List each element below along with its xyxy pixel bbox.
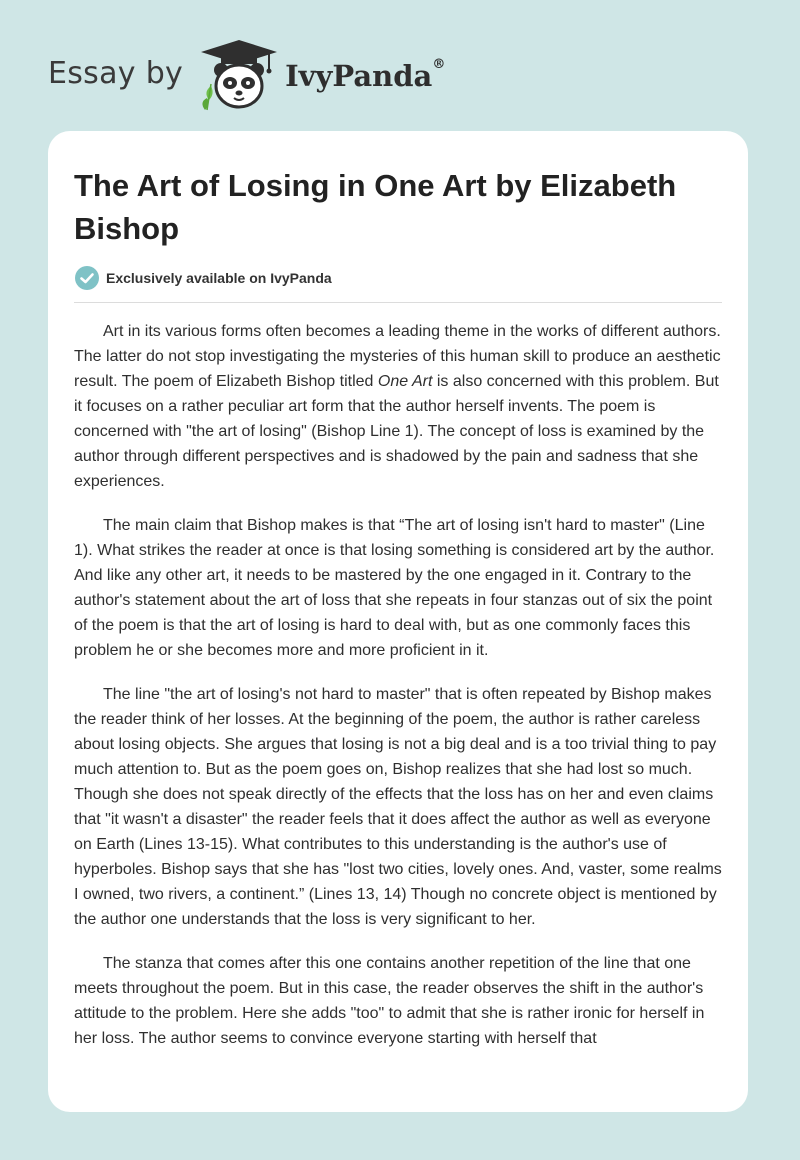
title-divider <box>74 302 722 303</box>
essay-title: The Art of Losing in One Art by Elizabeth Bishop <box>74 168 677 246</box>
check-circle-icon <box>74 265 100 291</box>
essay-paragraph: The line "the art of losing's not hard to master" that is often repeated by Bishop makes the reader think of her losses. At the beginning of the poem, the author is rather careless about losing objects. She argues that losing is not a big deal and is a too trivial thing to pay much attention to. But as the poem goes on, Bishop realizes that she had lost so much. Though she does not speak directly of the effects that the loss has on her and even claims that "it wasn't a disaster" the reader feels that it does affect the author as well as everyone on Earth (Lines 13-15). What contributes to this understanding is the author's use of hyperboles. Bishop says that she has "lost two cities, lovely ones. And, vaster, some realms I owned, two rivers, a continent.” (Lines 13, 14) Though no concrete object is mentioned by the author one understands that the loss is very significant to her. <box>74 686 722 928</box>
poem-title: One Art <box>377 373 433 390</box>
essay-body <box>74 319 722 1070</box>
exclusive-badge <box>74 265 332 291</box>
exclusive-badge-text: Exclusively available on IvyPanda <box>106 270 332 286</box>
brand-header <box>48 34 445 114</box>
essay-paragraph: The stanza that comes after this one contains another repetition of the line that one meets throughout the poem. But in this case, the reader observes the shift in the author's attitude to the problem. Here she adds "too" to admit that she is rather ironic for herself in her loss. The author seems to convince everyone starting with herself that <box>74 955 705 1047</box>
essay-paragraph: The main claim that Bishop makes is that “The art of losing isn't hard to master" (Line 1). What strikes the reader at once is that losing something is considered art by the author. And like any other art, it needs to be mastered by the one engaged in it. Contrary to the author's statement about the art of loss that she repeats in four stanzas out of six the point of the poem is that the art of losing is hard to deal with, but as one commonly faces this problem he or she becomes more and more proficient in it. <box>74 517 715 659</box>
brand-name: IvyPanda® <box>285 57 446 93</box>
brand-prefix: Essay by <box>48 55 184 91</box>
essay-paragraph: Art in its various forms often becomes a leading theme in the works of different authors. The latter do not stop investigating the mysteries of this human skill to produce an aesthetic result. The poem of Elizabeth Bishop titled One Art is also concerned with this problem. But it focuses on a rather peculiar art form that the author herself invents. The poem is concerned with "the art of losing" (Bishop Line 1). The concept of loss is examined by the author through different perspectives and is shadowed by the pain and sadness that she experiences. <box>74 323 721 490</box>
panda-graduate-icon <box>197 36 281 112</box>
trademark-symbol: ® <box>432 57 446 72</box>
essay-card <box>48 131 748 1112</box>
